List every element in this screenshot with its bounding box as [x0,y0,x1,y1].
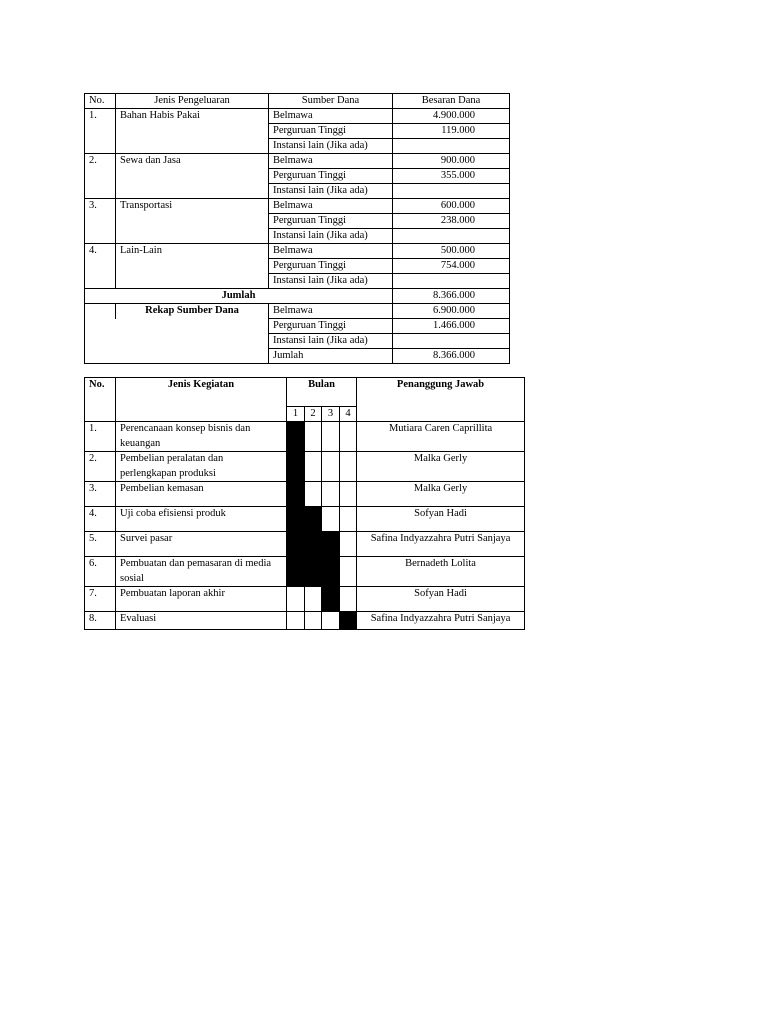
activity-no: 3. [85,482,116,507]
month-cell-active [287,532,305,557]
month-cell [340,557,357,587]
besaran-cell: 500.000 [393,244,510,259]
group-jenis: Sewa dan Jasa [116,154,269,199]
jumlah-row [85,289,510,304]
month-cell-active [322,532,340,557]
sumber-cell: Perguruan Tinggi [269,169,393,184]
besaran-cell: 600.000 [393,199,510,214]
month-cell [287,587,305,612]
activity-no: 7. [85,587,116,612]
besaran-cell: 8.366.000 [393,349,510,364]
sumber-cell: Belmawa [269,199,393,214]
sumber-cell: Perguruan Tinggi [269,319,393,334]
besaran-cell [393,274,510,289]
sumber-cell: Perguruan Tinggi [269,214,393,229]
besaran-cell: 1.466.000 [393,319,510,334]
table-row [85,507,525,532]
table-row [85,154,510,169]
group-jenis: Bahan Habis Pakai [116,109,269,154]
penanggung-jawab: Malka Gerly [357,452,525,482]
month-cell [305,482,322,507]
month-cell-active [305,532,322,557]
group-no: 4. [85,244,116,289]
header-jenis-kegiatan: Jenis Kegiatan [116,378,287,422]
sumber-cell: Perguruan Tinggi [269,124,393,139]
table-row [85,452,525,482]
month-cell [340,507,357,532]
month-cell [287,612,305,630]
activity-name: Uji coba efisiensi produk [116,507,287,532]
activity-name: Perencanaan konsep bisnis dan keuangan [116,422,287,452]
table-row [85,612,525,630]
besaran-cell: 355.000 [393,169,510,184]
besaran-cell [393,184,510,199]
table-row [85,482,525,507]
schedule-header-row [85,378,525,407]
sumber-cell: Belmawa [269,304,393,319]
sumber-cell: Jumlah [269,349,393,364]
month-cell-active [340,612,357,630]
sumber-cell: Belmawa [269,244,393,259]
group-no: 1. [85,109,116,154]
table-row [85,109,510,124]
month-cell-active [305,557,322,587]
month-cell [305,422,322,452]
budget-table [84,93,510,364]
month-cell [322,422,340,452]
besaran-cell: 119.000 [393,124,510,139]
jumlah-label: Jumlah [85,289,393,304]
rekap-label: Rekap Sumber Dana [116,304,269,319]
table-row [85,199,510,214]
month-cell-active [287,422,305,452]
header-no: No. [85,94,116,109]
month-cell [305,612,322,630]
besaran-cell [393,334,510,349]
activity-name: Survei pasar [116,532,287,557]
activity-no: 1. [85,422,116,452]
schedule-table [84,377,525,630]
month-cell [322,507,340,532]
month-label: 2 [305,407,322,422]
activity-no: 2. [85,452,116,482]
activity-name: Pembelian peralatan dan perlengkapan produksi [116,452,287,482]
table-row [85,244,510,259]
penanggung-jawab: Safina Indyazzahra Putri Sanjaya [357,612,525,630]
month-cell [305,452,322,482]
month-label: 3 [322,407,340,422]
month-cell-active [287,507,305,532]
table-row [85,422,525,452]
header-no: No. [85,378,116,422]
penanggung-jawab: Sofyan Hadi [357,507,525,532]
month-cell-active [322,587,340,612]
sumber-cell: Belmawa [269,154,393,169]
month-cell [322,482,340,507]
month-cell [340,532,357,557]
group-no: 2. [85,154,116,199]
penanggung-jawab: Bernadeth Lolita [357,557,525,587]
penanggung-jawab: Safina Indyazzahra Putri Sanjaya [357,532,525,557]
month-cell [322,612,340,630]
table-row [85,319,510,334]
month-label: 4 [340,407,357,422]
table-row [85,557,525,587]
besaran-cell [393,139,510,154]
month-cell [340,587,357,612]
month-label: 1 [287,407,305,422]
month-cell [340,422,357,452]
activity-no: 5. [85,532,116,557]
month-cell-active [287,452,305,482]
penanggung-jawab: Sofyan Hadi [357,587,525,612]
sumber-cell: Instansi lain (Jika ada) [269,334,393,349]
sumber-cell: Belmawa [269,109,393,124]
rekap-no-cell [85,304,116,319]
group-jenis: Lain-Lain [116,244,269,289]
besaran-cell: 754.000 [393,259,510,274]
month-cell [322,452,340,482]
month-cell [340,482,357,507]
sumber-cell: Instansi lain (Jika ada) [269,274,393,289]
activity-no: 6. [85,557,116,587]
sumber-cell: Instansi lain (Jika ada) [269,139,393,154]
jumlah-value: 8.366.000 [393,289,510,304]
month-cell-active [287,557,305,587]
header-bulan: Bulan [287,378,357,407]
month-cell-active [322,557,340,587]
month-cell-active [287,482,305,507]
activity-name: Evaluasi [116,612,287,630]
besaran-cell: 6.900.000 [393,304,510,319]
rekap-blank [85,319,269,364]
activity-no: 8. [85,612,116,630]
month-cell-active [305,507,322,532]
header-besaran-dana: Besaran Dana [393,94,510,109]
sumber-cell: Instansi lain (Jika ada) [269,184,393,199]
besaran-cell: 4.900.000 [393,109,510,124]
besaran-cell: 900.000 [393,154,510,169]
month-cell [340,452,357,482]
header-penanggung-jawab: Penanggung Jawab [357,378,525,422]
table-row [85,304,510,319]
table-row [85,587,525,612]
month-cell [305,587,322,612]
activity-no: 4. [85,507,116,532]
sumber-cell: Instansi lain (Jika ada) [269,229,393,244]
penanggung-jawab: Malka Gerly [357,482,525,507]
group-jenis: Transportasi [116,199,269,244]
header-sumber-dana: Sumber Dana [269,94,393,109]
activity-name: Pembuatan laporan akhir [116,587,287,612]
penanggung-jawab: Mutiara Caren Caprillita [357,422,525,452]
group-no: 3. [85,199,116,244]
besaran-cell: 238.000 [393,214,510,229]
activity-name: Pembuatan dan pemasaran di media sosial [116,557,287,587]
budget-header-row [85,94,510,109]
header-jenis-pengeluaran: Jenis Pengeluaran [116,94,269,109]
besaran-cell [393,229,510,244]
activity-name: Pembelian kemasan [116,482,287,507]
table-row [85,532,525,557]
sumber-cell: Perguruan Tinggi [269,259,393,274]
